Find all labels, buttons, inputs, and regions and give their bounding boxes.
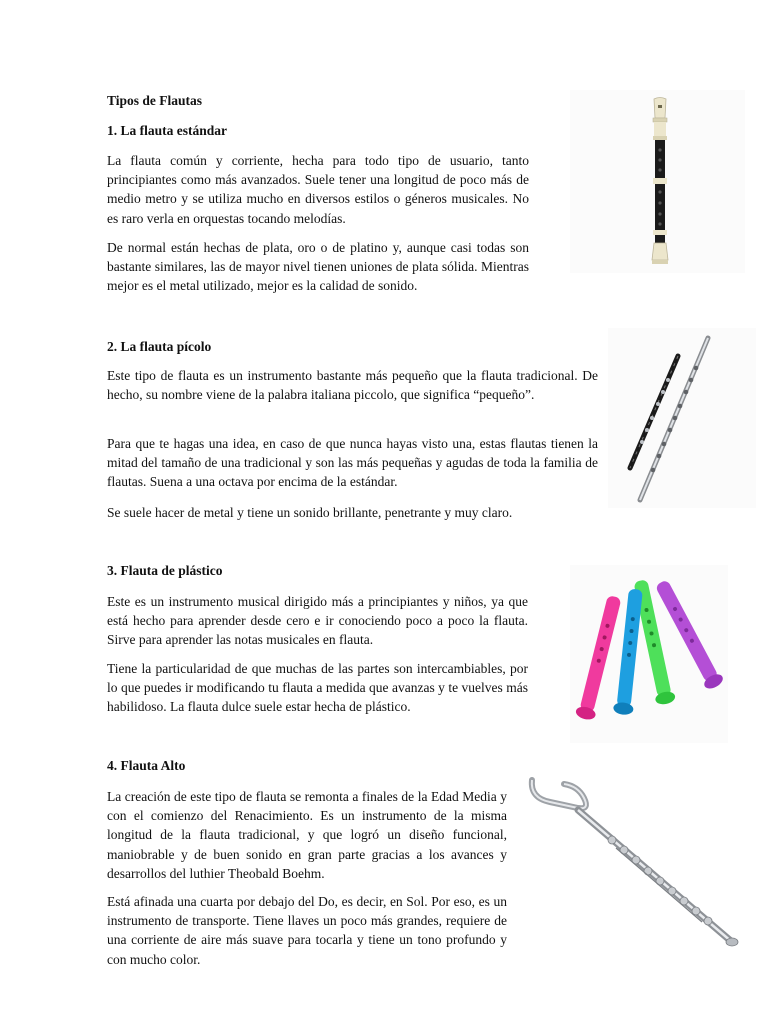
document-title: Tipos de Flautas <box>107 93 203 108</box>
paragraph: Este es un instrumento musical dirigido más a principiantes y niños, ya que está hecho para aprender desde cero e ir conociendo poco a poco la flauta. Sirve para aprender las notas musicales en flauta. <box>107 594 528 648</box>
plastic-flutes-image <box>570 565 728 743</box>
recorder-flute-image <box>570 90 745 273</box>
paragraph: Está afinada una cuarta por debajo del Do, es decir, en Sol. Por eso, es un instrumento de transporte. Tiene llaves un poco más grandes, requiere de una corriente de aire más suave para tocarla y tiene un tono profundo y con mucho color. <box>107 894 507 967</box>
section-heading-flauta-plastico: 3. Flauta de plástico <box>107 563 223 578</box>
paragraph: Tiene la particularidad de que muchas de las partes son intercambiables, por lo que puedes ir modificando tu flauta a medida que avanzas y te vuelves más habilidoso. La flauta dulce suele estar hecha de plástico. <box>107 661 528 715</box>
paragraph: Este tipo de flauta es un instrumento bastante más pequeño que la flauta tradicional. De hecho, su nombre viene de la palabra italiana piccolo, que significa “pequeño”. <box>107 368 598 403</box>
paragraph: La flauta común y corriente, hecha para todo tipo de usuario, tanto principiantes como más avanzados. Suele tener una longitud de poco más de medio metro y se utiliza mucho en diversos estilos o géneros musicales. No es raro verla en orquestas tocando melodías. <box>107 153 529 226</box>
section-heading-flauta-alto: 4. Flauta Alto <box>107 758 186 773</box>
piccolo-flute-image <box>608 328 756 508</box>
section-heading-flauta-picolo: 2. La flauta pícolo <box>107 339 212 354</box>
paragraph: De normal están hechas de plata, oro o de platino y, aunque casi todas son bastante similares, las de mayor nivel tienen uniones de plata sólida. Mientras mejor es el metal utilizado, mejor es la calidad de sonido. <box>107 240 529 294</box>
paragraph: Se suele hacer de metal y tiene un sonido brillante, penetrante y muy claro. <box>107 505 513 520</box>
section-heading-flauta-estandar: 1. La flauta estándar <box>107 123 228 138</box>
paragraph: La creación de este tipo de flauta se remonta a finales de la Edad Media y con el comienzo del Renacimiento. Es un instrumento de la misma longitud de la flauta tradicional, y que logró un diseño funcional, maniobrable y de buen sonido en gran parte gracias a los avances y desarrollos del luthier Theobald Boehm. <box>107 789 507 881</box>
paragraph: Para que te hagas una idea, en caso de que nunca hayas visto una, estas flautas tienen la mitad del tamaño de una tradicional y son las más pequeñas y agudas de toda la familia de flautas. Suena a una octava por encima de la estándar. <box>107 436 598 490</box>
alto-flute-image <box>520 770 750 960</box>
